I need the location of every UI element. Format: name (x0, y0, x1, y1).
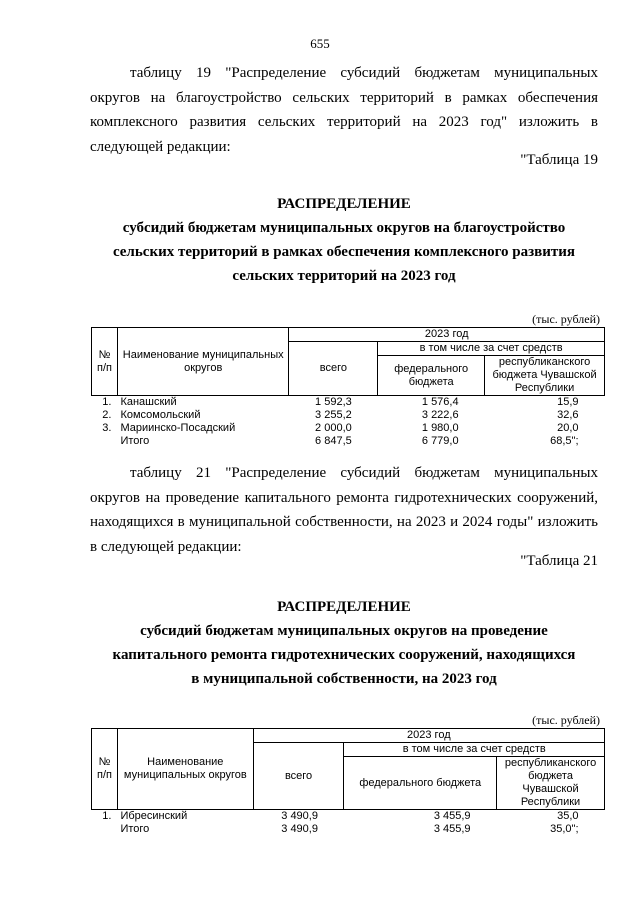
heading-table19 (90, 192, 598, 288)
cell-republican: 68,5"; (550, 435, 579, 447)
table19-unit: (тыс. рублей) (532, 312, 600, 326)
header-including: в том числе за счет средств (378, 342, 605, 356)
cell-name: Комсомольский (120, 409, 201, 421)
table21-unit: (тыс. рублей) (532, 713, 600, 727)
cell-federal: 1 980,0 (421, 422, 459, 434)
heading-line: субсидий бюджетам муниципальных округов на благоустройство (122, 220, 566, 236)
table19 (91, 327, 605, 448)
cell-total: 6 847,5 (315, 435, 352, 447)
table-row-total (92, 435, 605, 448)
header-republican: республиканского бюджета Чувашской Республики (485, 356, 605, 396)
page-number: 655 (310, 36, 330, 51)
header-federal: федерального бюджета (344, 757, 497, 810)
cell-no: 3. (102, 422, 112, 434)
cell-federal: 3 455,9 (433, 810, 471, 822)
table21 (91, 728, 605, 836)
table-row (92, 422, 605, 435)
heading-line: капитального ремонта гидротехнических сооружений, находящихся (112, 647, 576, 663)
heading-title: РАСПРЕДЕЛЕНИЕ (277, 196, 411, 212)
cell-republican: 35,0"; (550, 823, 579, 835)
cell-total: 3 255,2 (315, 409, 352, 421)
table-row (92, 810, 605, 824)
heading-line: сельских территорий в рамках обеспечения комплексного развития (112, 244, 576, 260)
cell-total: 2 000,0 (315, 422, 352, 434)
table-row (92, 409, 605, 422)
cell-name: Мариинско-Посадский (120, 422, 236, 434)
cell-no: 2. (102, 409, 112, 421)
heading-line: субсидий бюджетам муниципальных округов на проведение (140, 623, 548, 639)
header-including: в том числе за счет средств (344, 743, 605, 757)
heading-line: сельских территорий на 2023 год (232, 268, 456, 284)
cell-federal: 3 222,6 (421, 409, 459, 421)
table-row-total (92, 823, 605, 836)
intro-paragraph-table21 (90, 461, 598, 559)
cell-federal: 6 779,0 (421, 435, 459, 447)
header-name: Наименование муниципальных округов (117, 729, 253, 810)
cell-name: Ибресинский (120, 810, 188, 822)
cell-total: 3 490,9 (281, 810, 318, 822)
table19-label: "Таблица 19 (520, 152, 598, 168)
header-total: всего (253, 743, 344, 810)
cell-no: 1. (102, 810, 112, 822)
cell-federal: 3 455,9 (433, 823, 471, 835)
cell-total: 1 592,3 (315, 396, 352, 408)
heading-table21 (90, 595, 598, 691)
cell-republican: 32,6 (557, 409, 579, 421)
heading-line: в муниципальной собственности, на 2023 год (191, 671, 497, 687)
heading-title: РАСПРЕДЕЛЕНИЕ (277, 599, 411, 615)
header-year: 2023 год (289, 328, 605, 342)
header-year: 2023 год (253, 729, 604, 743)
cell-no (92, 435, 118, 448)
intro-text-table19: таблицу 19 "Распределение субсидий бюджетам муниципальных округов на благоустройство сельских территорий в рамках обеспечения комплексного развития сельских территорий на 2023 год" изложить в следующей редакции: (90, 65, 598, 155)
cell-total: 3 490,9 (281, 823, 318, 835)
cell-name: Канашский (120, 396, 177, 408)
header-name: Наименование муниципальных округов (117, 328, 289, 396)
table21-label: "Таблица 21 (520, 553, 598, 569)
header-federal: федерального бюджета (378, 356, 485, 396)
cell-name: Итого (120, 435, 150, 447)
cell-republican: 15,9 (557, 396, 579, 408)
cell-republican: 20,0 (557, 422, 579, 434)
cell-republican: 35,0 (557, 810, 579, 822)
cell-no (92, 823, 118, 836)
cell-no: 1. (102, 396, 112, 408)
header-republican: республиканского бюджета Чувашской Республики (497, 757, 605, 810)
table-row (92, 396, 605, 410)
intro-paragraph-table19 (90, 61, 598, 159)
cell-name: Итого (120, 823, 150, 835)
intro-text-table21: таблицу 21 "Распределение субсидий бюджетам муниципальных округов на проведение капитального ремонта гидротехнических сооружений, находящихся в муниципальной собственности, на 2023 и 2024 годы" изложить в следующей редакции: (90, 465, 598, 555)
header-no: № п/п (92, 729, 118, 810)
cell-federal: 1 576,4 (421, 396, 459, 408)
header-no: № п/п (92, 328, 118, 396)
header-total: всего (289, 342, 378, 396)
